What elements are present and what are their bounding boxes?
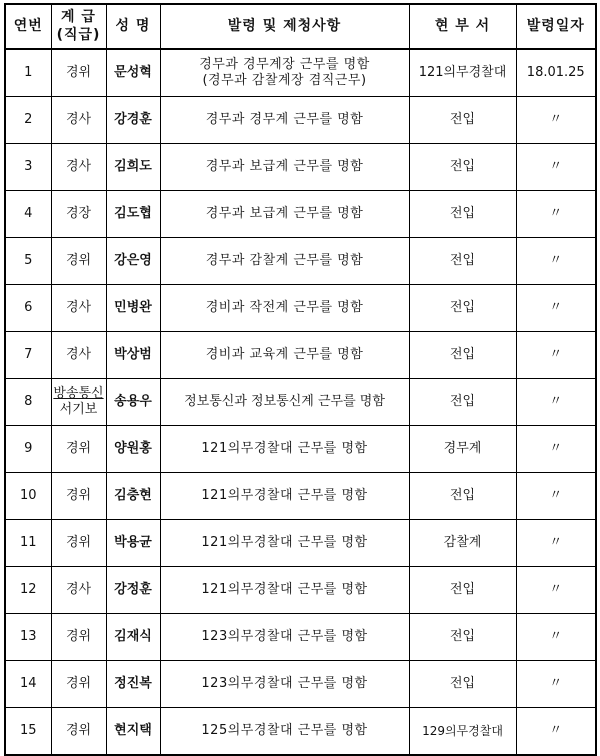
table-row (5, 97, 596, 144)
cell-name: 문성혁 (106, 49, 160, 97)
table-row (5, 708, 596, 756)
cell-name: 현지택 (106, 708, 160, 756)
table-row (5, 426, 596, 473)
cell-orders: 경무과 감찰계 근무를 명함 (160, 238, 409, 285)
cell-rank: 경사 (51, 285, 106, 332)
cell-orders-line2: (경무과 감찰계장 겸직근무) (202, 73, 367, 88)
cell-date: 〃 (516, 426, 596, 473)
cell-date: 〃 (516, 473, 596, 520)
cell-orders: 경무과 경무계 근무를 명함 (160, 97, 409, 144)
cell-orders: 경무과 보급계 근무를 명함 (160, 144, 409, 191)
cell-no: 12 (5, 567, 51, 614)
cell-orders (160, 49, 409, 97)
cell-rank: 경위 (51, 473, 106, 520)
cell-date: 〃 (516, 520, 596, 567)
cell-unit: 전입 (409, 285, 516, 332)
cell-name: 김도협 (106, 191, 160, 238)
cell-unit: 전입 (409, 614, 516, 661)
cell-no: 7 (5, 332, 51, 379)
cell-date: 〃 (516, 97, 596, 144)
header-rank-line1: 계 급 (61, 9, 96, 25)
table-row (5, 379, 596, 426)
cell-unit: 전입 (409, 97, 516, 144)
cell-unit: 경무계 (409, 426, 516, 473)
cell-unit: 전입 (409, 238, 516, 285)
table-row (5, 614, 596, 661)
header-date: 발령일자 (516, 4, 596, 49)
cell-rank-line1: 방송통신 (53, 385, 104, 401)
cell-rank: 경사 (51, 97, 106, 144)
cell-no: 13 (5, 614, 51, 661)
cell-rank: 경위 (51, 238, 106, 285)
cell-no: 8 (5, 379, 51, 426)
cell-orders: 경비과 작전계 근무를 명함 (160, 285, 409, 332)
cell-name: 박상범 (106, 332, 160, 379)
cell-orders: 경비과 교육계 근무를 명함 (160, 332, 409, 379)
table-row (5, 238, 596, 285)
cell-rank: 경위 (51, 708, 106, 756)
cell-orders: 121의무경찰대 근무를 명함 (160, 567, 409, 614)
cell-name: 박용균 (106, 520, 160, 567)
cell-date: 〃 (516, 191, 596, 238)
cell-date: 〃 (516, 238, 596, 285)
cell-date: 〃 (516, 379, 596, 426)
cell-unit: 전입 (409, 473, 516, 520)
cell-date: 〃 (516, 285, 596, 332)
table-row (5, 567, 596, 614)
cell-rank: 경위 (51, 520, 106, 567)
table-row (5, 520, 596, 567)
cell-orders: 123의무경찰대 근무를 명함 (160, 661, 409, 708)
cell-name: 민병완 (106, 285, 160, 332)
cell-orders-line1: 경무과 경무계장 근무를 명함 (199, 56, 370, 72)
cell-rank: 경위 (51, 426, 106, 473)
cell-name: 정진복 (106, 661, 160, 708)
table-row (5, 144, 596, 191)
cell-no: 15 (5, 708, 51, 756)
cell-no: 1 (5, 49, 51, 97)
cell-rank: 경사 (51, 332, 106, 379)
cell-unit: 129의무경찰대 (409, 708, 516, 756)
header-rank-line2: (직급) (56, 26, 101, 43)
cell-name: 송용우 (106, 379, 160, 426)
cell-rank: 경장 (51, 191, 106, 238)
cell-no: 2 (5, 97, 51, 144)
cell-no: 11 (5, 520, 51, 567)
cell-no: 14 (5, 661, 51, 708)
cell-no: 5 (5, 238, 51, 285)
cell-name: 양원홍 (106, 426, 160, 473)
cell-unit: 전입 (409, 567, 516, 614)
cell-date: 〃 (516, 614, 596, 661)
cell-no: 9 (5, 426, 51, 473)
cell-rank-line2: 서기보 (59, 402, 98, 417)
cell-orders: 121의무경찰대 근무를 명함 (160, 426, 409, 473)
cell-date: 〃 (516, 708, 596, 756)
header-orders: 발령 및 제청사항 (160, 4, 409, 49)
table-row (5, 49, 596, 97)
cell-unit: 전입 (409, 144, 516, 191)
cell-name: 김재식 (106, 614, 160, 661)
table-body (5, 49, 596, 755)
cell-no: 3 (5, 144, 51, 191)
header-row (5, 4, 596, 49)
header-name: 성 명 (106, 4, 160, 49)
cell-date: 〃 (516, 661, 596, 708)
cell-name: 김충현 (106, 473, 160, 520)
cell-name: 강경훈 (106, 97, 160, 144)
cell-orders: 경무과 보급계 근무를 명함 (160, 191, 409, 238)
cell-orders: 125의무경찰대 근무를 명함 (160, 708, 409, 756)
cell-orders: 121의무경찰대 근무를 명함 (160, 520, 409, 567)
cell-unit: 전입 (409, 191, 516, 238)
header-no: 연번 (5, 4, 51, 49)
table-row (5, 285, 596, 332)
cell-unit: 전입 (409, 332, 516, 379)
cell-date: 〃 (516, 567, 596, 614)
table-row (5, 661, 596, 708)
cell-rank: 경위 (51, 49, 106, 97)
table-row (5, 191, 596, 238)
table-row (5, 332, 596, 379)
table-row (5, 473, 596, 520)
cell-no: 4 (5, 191, 51, 238)
cell-rank: 경위 (51, 661, 106, 708)
cell-date: 〃 (516, 332, 596, 379)
cell-orders: 정보통신과 정보통신계 근무를 명함 (160, 379, 409, 426)
personnel-orders-table (4, 3, 597, 756)
cell-orders: 123의무경찰대 근무를 명함 (160, 614, 409, 661)
cell-name: 김희도 (106, 144, 160, 191)
cell-unit: 전입 (409, 379, 516, 426)
cell-rank: 경사 (51, 144, 106, 191)
header-rank (51, 4, 106, 49)
cell-date: 〃 (516, 144, 596, 191)
header-current-unit: 현 부 서 (409, 4, 516, 49)
cell-name: 강은영 (106, 238, 160, 285)
table-header (5, 4, 596, 49)
cell-date: 18.01.25 (516, 49, 596, 97)
cell-no: 10 (5, 473, 51, 520)
cell-rank (51, 379, 106, 426)
cell-rank: 경위 (51, 614, 106, 661)
cell-unit: 전입 (409, 661, 516, 708)
cell-unit: 121의무경찰대 (409, 49, 516, 97)
cell-name: 강정훈 (106, 567, 160, 614)
cell-no: 6 (5, 285, 51, 332)
cell-unit: 감찰계 (409, 520, 516, 567)
cell-orders: 121의무경찰대 근무를 명함 (160, 473, 409, 520)
cell-rank: 경사 (51, 567, 106, 614)
